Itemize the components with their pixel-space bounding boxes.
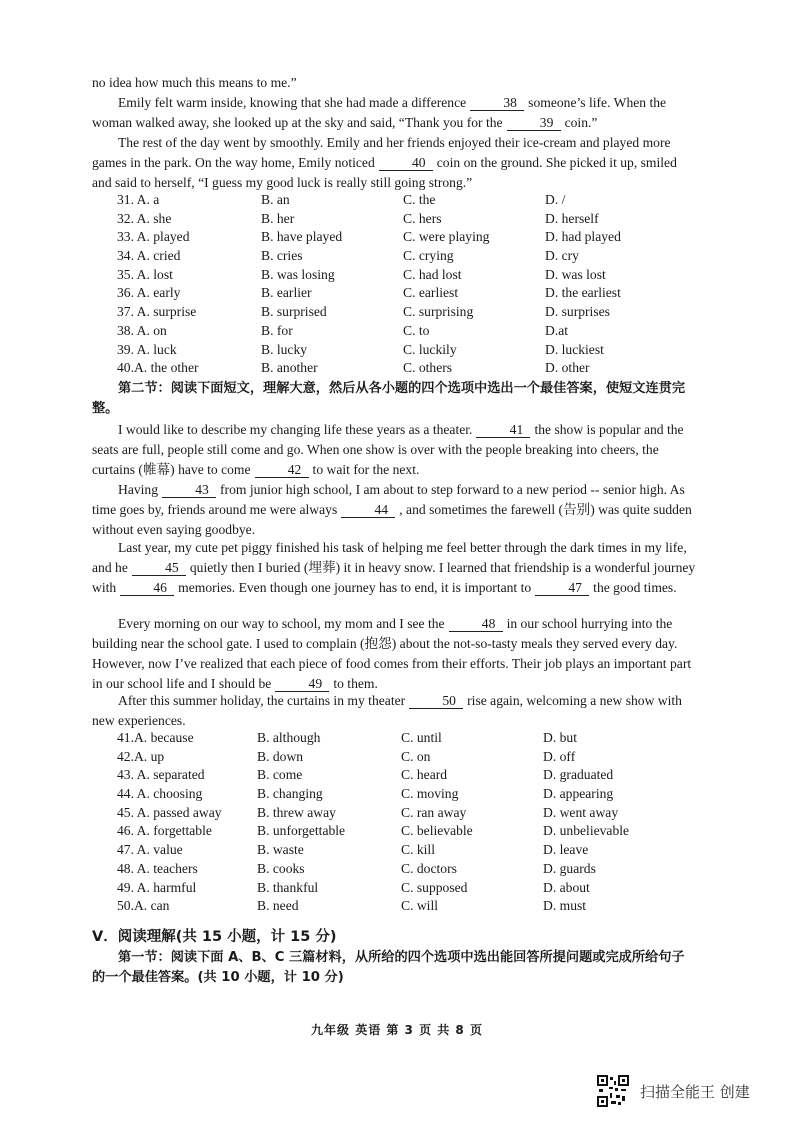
passage2-paragraph5: After this summer holiday, the curtains in my theater 50 rise again, welcoming a new show with new experiences.	[92, 693, 682, 728]
option-row: 36. A. early B. earlier C. earliest D. the earliest	[117, 285, 621, 301]
blank-45[interactable]: 45	[132, 560, 186, 576]
passage1-paragraph2: The rest of the day went by smoothly. Emily and her friends enjoyed their ice-cream and played more games in the park. On the way home, Emily noticed 40 coin on the ground. She picked it up, smiled and said to herself, “I guess my good luck is really still going strong.”	[92, 135, 677, 190]
option-row: 44. A. choosing B. changing C. moving D. appearing	[117, 786, 614, 802]
passage1-paragraph1: Emily felt warm inside, knowing that she had made a difference 38 someone’s life. When the woman walked away, she looked up at the sky and said, “Thank you for the 39 coin.”	[92, 95, 667, 130]
section5-instruction: 第一节：阅读下面 A、B、C 三篇材料，从所给的四个选项中选出能回答所提问题或完成所给句子的一个最佳答案。(共 10 小题，计 10 分)	[92, 950, 685, 985]
option-row: 34. A. cried B. cries C. crying D. cry	[117, 248, 579, 264]
blank-50[interactable]: 50	[409, 693, 463, 709]
blank-44[interactable]: 44	[341, 502, 395, 518]
option-row: 39. A. luck B. lucky C. luckily D. luckiest	[117, 341, 604, 357]
passage2-paragraph1: I would like to describe my changing life these years as a theater. 41 the show is popular and the seats are full, people still come and go. When one show is over with the people breaking into cheers, the curtains (帷幕) have to come 42 to wait for the next.	[92, 422, 684, 477]
blank-42[interactable]: 42	[255, 462, 309, 478]
option-row: 40.A. the other B. another C. others D. other	[117, 360, 590, 376]
blank-47[interactable]: 47	[535, 580, 589, 596]
blank-40[interactable]: 40	[379, 155, 433, 171]
passage1-line0: no idea how much this means to me.”	[92, 75, 297, 90]
option-row: 48. A. teachers B. cooks C. doctors D. guards	[117, 860, 596, 876]
blank-43[interactable]: 43	[162, 482, 216, 498]
passage2-paragraph2: Having 43 from junior high school, I am about to step forward to a new period -- senior high. As time goes by, friends around me were always 44 , and sometimes the farewell (告别) was quite sudden without even saying goodbye.	[92, 482, 692, 537]
scanner-watermark: 扫描全能王 创建	[640, 1083, 750, 1101]
option-row: 50.A. can B. need C. will D. must	[117, 898, 587, 914]
option-row: 38. A. on B. for C. to D.at	[117, 322, 569, 338]
option-row: 32. A. she B. her C. hers D. herself	[117, 210, 599, 226]
option-row: 37. A. surprise B. surprised C. surprising D. surprises	[117, 304, 610, 320]
option-row: 33. A. played B. have played C. were playing D. had played	[117, 229, 621, 245]
blank-46[interactable]: 46	[120, 580, 174, 596]
option-row: 41.A. because B. although C. until D. but	[117, 730, 577, 745]
passage2-paragraph4: Every morning on our way to school, my mom and I see the 48 in our school hurrying into the building near the school gate. I used to complain (抱怨) about the not-so-tasty meals they served every day. However, now I’ve realized that each piece of food comes from their efforts. Their job plays an important part in our school life and I should be 49 to them.	[92, 616, 692, 691]
option-row: 35. A. lost B. was losing C. had lost D. was lost	[117, 266, 606, 282]
option-row: 46. A. forgettable B. unforgettable C. believable D. unbelievable	[117, 823, 630, 839]
options-31-40	[117, 191, 677, 378]
option-row: 49. A. harmful B. thankful C. supposed D. about	[117, 879, 590, 895]
blank-41[interactable]: 41	[476, 422, 530, 438]
passage2-paragraph3: Last year, my cute pet piggy finished his task of helping me feel better through the dark times in my life, and he 45 quietly then I buried (埋葬) it in heavy snow. I learned that friendship is a wonderful journey with 46 memories. Even though one journey has to end, it is important to 47 the good times.	[92, 540, 696, 595]
blank-39[interactable]: 39	[507, 115, 561, 131]
option-row: 47. A. value B. waste C. kill D. leave	[117, 842, 589, 858]
blank-38[interactable]: 38	[470, 95, 524, 111]
option-row: 45. A. passed away B. threw away C. ran away D. went away	[117, 804, 619, 820]
options-41-50	[117, 729, 677, 916]
option-row: 42.A. up B. down C. on D. off	[117, 748, 576, 764]
qr-code-icon	[597, 1075, 629, 1107]
section2-instruction: 第二节：阅读下面短文，理解大意，然后从各小题的四个选项中选出一个最佳答案，使短文连贯完整。	[92, 381, 686, 416]
page-footer: 九年级 英语 第 3 页 共 8 页	[311, 1023, 483, 1037]
blank-49[interactable]: 49	[275, 676, 329, 692]
option-row: 43. A. separated B. come C. heard D. graduated	[117, 767, 614, 783]
option-row: 31. A. a B. an C. the D. /	[117, 192, 566, 207]
section5-title: V．阅读理解(共 15 小题，计 15 分)	[92, 929, 337, 945]
blank-48[interactable]: 48	[449, 616, 503, 632]
